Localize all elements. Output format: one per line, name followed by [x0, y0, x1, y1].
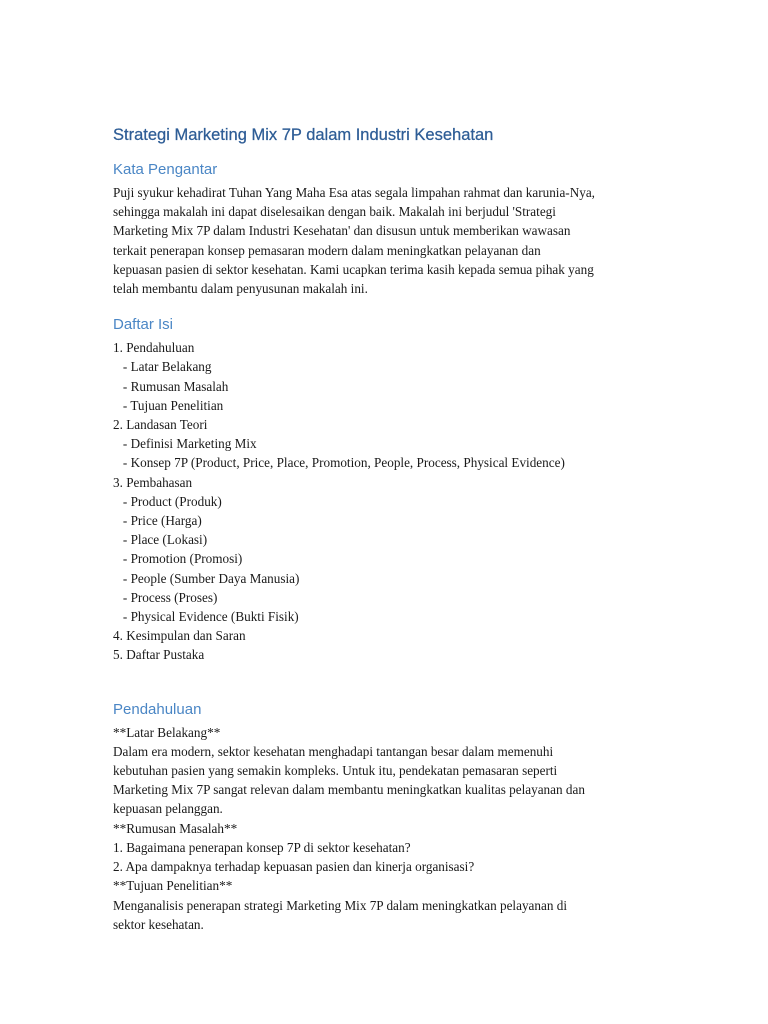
toc-item: - Definisi Marketing Mix — [113, 436, 257, 452]
paragraph-line: terkait penerapan konsep pemasaran modern dalam meningkatkan pelayanan dan — [113, 242, 541, 258]
paragraph-line: telah membantu dalam penyusunan makalah ini. — [113, 281, 368, 297]
subheading-tujuan-penelitian: **Tujuan Penelitian** — [113, 878, 233, 894]
toc-item: - Tujuan Penelitian — [113, 397, 224, 413]
paragraph-line: sektor kesehatan. — [113, 916, 204, 932]
subheading-rumusan-masalah: **Rumusan Masalah** — [113, 820, 238, 836]
paragraph-line: kepuasan pasien di sektor kesehatan. Kami ucapkan terima kasih kepada semua pihak yang — [113, 261, 594, 277]
toc-item: - Price (Harga) — [113, 513, 202, 529]
list-item: 1. Bagaimana penerapan konsep 7P di sektor kesehatan? — [113, 839, 411, 855]
toc-item: - Process (Proses) — [113, 589, 218, 605]
pendahuluan-body — [113, 723, 673, 934]
paragraph-line: kepuasan pelanggan. — [113, 801, 223, 817]
toc-item: - Latar Belakang — [113, 359, 212, 375]
toc-item: 3. Pembahasan — [113, 474, 193, 490]
toc-item: - Product (Produk) — [113, 493, 222, 509]
toc-item: - Promotion (Promosi) — [113, 551, 243, 567]
pendahuluan-heading: Pendahuluan — [113, 700, 202, 718]
toc-item: - Rumusan Masalah — [113, 378, 229, 394]
toc-item: - People (Sumber Daya Manusia) — [113, 570, 300, 586]
kata-pengantar-section — [113, 159, 673, 298]
toc-item: - Place (Lokasi) — [113, 532, 208, 548]
toc-item: - Physical Evidence (Bukti Fisik) — [113, 609, 299, 625]
paragraph-line: Dalam era modern, sektor kesehatan menghadapi tantangan besar dalam memenuhi — [113, 743, 554, 759]
list-item: 2. Apa dampaknya terhadap kepuasan pasien dan kinerja organisasi? — [113, 859, 475, 875]
subheading-latar-belakang: **Latar Belakang** — [113, 724, 221, 740]
toc-item: 4. Kesimpulan dan Saran — [113, 628, 246, 644]
daftar-isi-section — [113, 314, 673, 664]
paragraph-line: kebutuhan pasien yang semakin kompleks. Untuk itu, pendekatan pemasaran seperti — [113, 763, 558, 779]
paragraph-line: sehingga makalah ini dapat diselesaikan dengan baik. Makalah ini berjudul 'Strategi — [113, 204, 556, 220]
table-of-contents — [113, 338, 673, 664]
pendahuluan-section — [113, 699, 673, 934]
toc-item: 5. Daftar Pustaka — [113, 647, 205, 663]
paragraph-line: Menganalisis penerapan strategi Marketing Mix 7P dalam meningkatkan pelayanan di — [113, 897, 567, 913]
kata-pengantar-paragraph — [113, 183, 673, 298]
paragraph-line: Puji syukur kehadirat Tuhan Yang Maha Esa atas segala limpahan rahmat dan karunia-Nya, — [113, 185, 595, 200]
kata-pengantar-heading: Kata Pengantar — [113, 161, 218, 178]
daftar-isi-heading: Daftar Isi — [113, 316, 174, 334]
toc-item: 2. Landasan Teori — [113, 417, 208, 433]
paragraph-line: Marketing Mix 7P dalam Industri Kesehatan' dan disusun untuk memberikan wawasan — [113, 223, 571, 239]
toc-item: - Konsep 7P (Product, Price, Place, Promotion, People, Process, Physical Evidence) — [113, 455, 565, 471]
paragraph-line: Marketing Mix 7P sangat relevan dalam membantu meningkatkan kualitas pelayanan dan — [113, 782, 585, 798]
document-page — [113, 122, 673, 944]
toc-item: 1. Pendahuluan — [113, 340, 195, 356]
document-title: Strategi Marketing Mix 7P dalam Industri Kesehatan — [113, 126, 494, 144]
